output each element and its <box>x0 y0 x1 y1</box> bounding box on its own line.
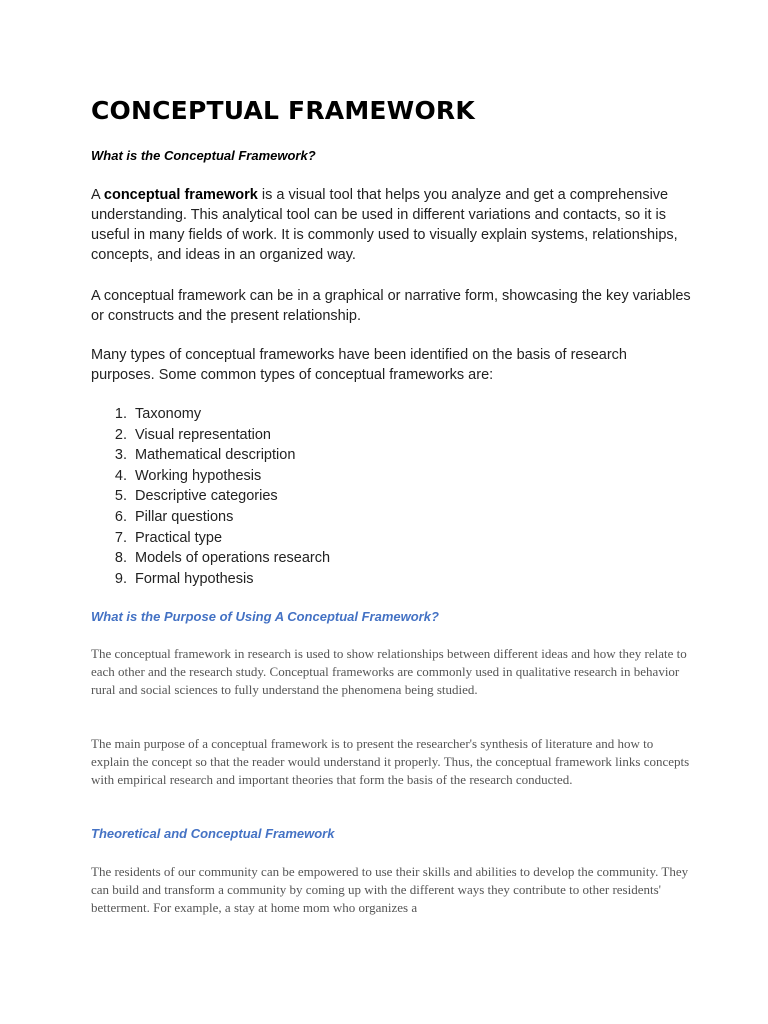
section-heading-purpose: What is the Purpose of Using A Conceptual Framework? <box>91 609 439 624</box>
list-item-number: 5. <box>114 488 127 505</box>
document-title: CONCEPTUAL FRAMEWORK <box>91 96 475 125</box>
list-item-number: 6. <box>114 508 127 525</box>
list-item <box>91 404 330 425</box>
list-item-label: Practical type <box>135 529 223 546</box>
purpose-paragraph-2: The main purpose of a conceptual framework is to present the researcher's synthesis of literature and how to explain the concept so that the reader would understand it properly. Thus, the conceptual framework links concepts with empirical research and important theories that form the basis of the research conducted. <box>91 736 690 787</box>
list-item-label: Formal hypothesis <box>135 570 254 587</box>
list-item <box>91 486 330 507</box>
list-item <box>91 507 330 528</box>
list-item <box>91 425 330 446</box>
list-item-number: 8. <box>114 550 127 567</box>
community-paragraph: The residents of our community can be empowered to use their skills and abilities to develop the community. They can build and transform a community by coming up with the different ways they contribute to other residents' betterment. For example, a stay at home mom who organizes a <box>91 864 689 915</box>
list-item-number: 2. <box>114 426 127 443</box>
list-item <box>91 445 330 466</box>
list-item <box>91 548 330 569</box>
list-item-label: Visual representation <box>135 426 271 443</box>
intro-bold-term: conceptual framework <box>103 187 258 203</box>
list-item <box>91 528 330 549</box>
list-item <box>91 569 330 590</box>
list-item-number: 1. <box>114 406 127 422</box>
list-item-label: Taxonomy <box>135 406 202 422</box>
list-item-label: Pillar questions <box>135 508 234 525</box>
section-heading-theoretical: Theoretical and Conceptual Framework <box>91 826 335 841</box>
list-item-number: 4. <box>114 467 127 484</box>
purpose-paragraph-1: The conceptual framework in research is used to show relationships between different ideas and how they relate to each other and the research study. Conceptual frameworks are commonly used in qualitative research in behavior rural and social sciences to fully understand the phenomena being studied. <box>91 646 687 697</box>
list-item-label: Models of operations research <box>135 550 331 567</box>
list-item <box>91 466 330 487</box>
intro-rest: is a visual tool that helps you analyze and get a comprehensive understanding. This analytical tool can be used in different variations and contacts, so it is useful in many fields of work. It is commonly used to visually explain systems, relationships, concepts, and ideas in an organized way. <box>91 187 678 263</box>
list-item-number: 9. <box>114 570 127 587</box>
list-item-number: 3. <box>114 447 127 464</box>
types-intro-paragraph: Many types of conceptual frameworks have been identified on the basis of research purposes. Some common types of conceptual frameworks are: <box>91 347 627 383</box>
framework-types-list <box>91 404 330 589</box>
list-item-label: Working hypothesis <box>135 467 262 484</box>
intro-lead: A <box>91 187 104 203</box>
intro-paragraph <box>91 185 691 265</box>
list-item-label: Descriptive categories <box>135 488 278 505</box>
section-heading-what-is: What is the Conceptual Framework? <box>91 148 316 163</box>
forms-paragraph: A conceptual framework can be in a graphical or narrative form, showcasing the key variables or constructs and the present relationship. <box>91 288 691 324</box>
list-item-number: 7. <box>114 529 127 546</box>
list-item-label: Mathematical description <box>135 447 296 464</box>
